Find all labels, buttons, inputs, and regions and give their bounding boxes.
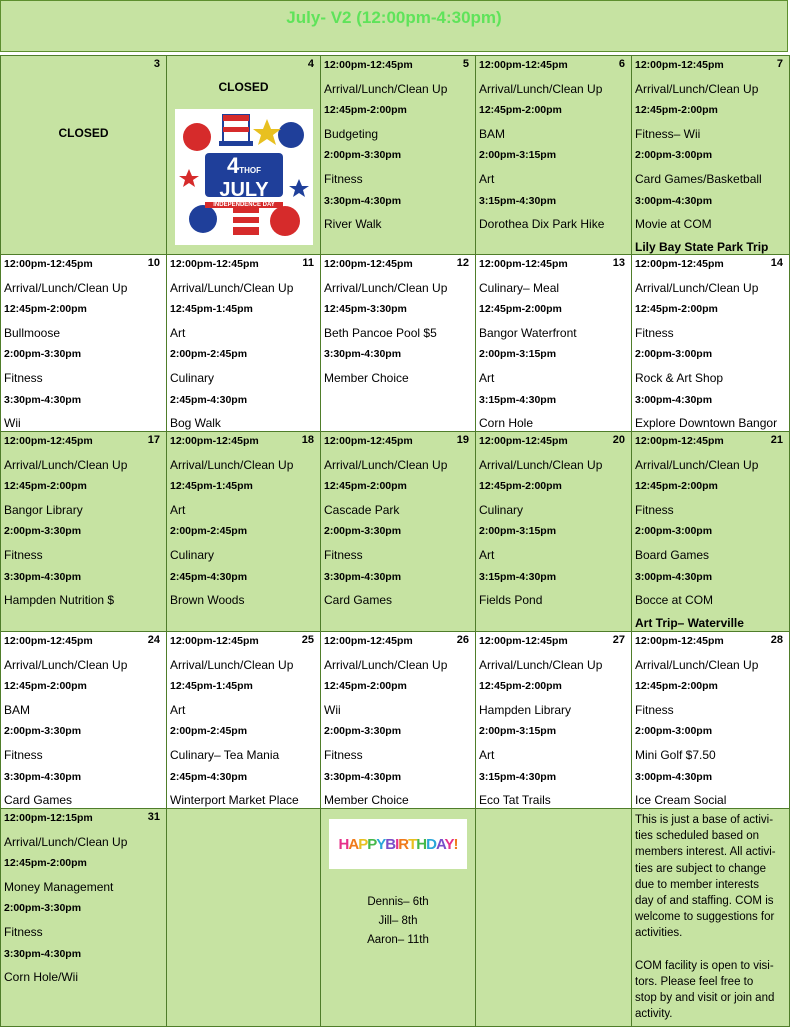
- activity-label: Arrival/Lunch/Clean Up: [170, 457, 294, 472]
- time-slot: 3:15pm-4:30pm: [479, 770, 557, 783]
- schedule-note: [635, 812, 785, 1022]
- time-slot: 2:00pm-3:15pm: [479, 525, 557, 538]
- activity-label: Arrival/Lunch/Clean Up: [635, 81, 759, 96]
- day-number: 12: [456, 257, 469, 269]
- time-slot: 12:00pm-12:45pm: [635, 258, 724, 270]
- time-slot: 2:45pm-4:30pm: [170, 393, 248, 406]
- time-slot: 2:00pm-3:30pm: [324, 149, 402, 162]
- time-slot: 12:00pm-12:45pm: [324, 635, 413, 647]
- july-num: 4: [226, 153, 240, 178]
- calendar-day-cell: [475, 808, 632, 1027]
- day-number: 20: [612, 434, 625, 446]
- time-slot: 12:00pm-12:45pm: [479, 435, 568, 447]
- independence-day-label: INDEPENDENCE DAY: [205, 202, 283, 208]
- activity-label: Arrival/Lunch/Clean Up: [4, 834, 128, 849]
- time-slot: 3:30pm-4:30pm: [324, 770, 402, 783]
- calendar-day-cell: [475, 631, 632, 809]
- activity-label: Dorothea Dix Park Hike: [479, 217, 605, 232]
- special-trip-label: Lily Bay State Park Trip: [635, 239, 769, 254]
- activity-label: Fitness: [324, 748, 363, 762]
- activity-label: Beth Pancoe Pool $5: [324, 325, 437, 340]
- calendar-day-cell: [0, 808, 167, 1027]
- calendar-day-cell: [631, 808, 790, 1027]
- activity-label: Arrival/Lunch/Clean Up: [479, 457, 603, 472]
- activity-label: Culinary: [170, 371, 215, 385]
- activity-label: Winterport Market Place: [170, 793, 299, 808]
- calendar-day-cell: [166, 254, 321, 432]
- time-slot: 12:45pm-2:00pm: [479, 480, 562, 493]
- time-slot: 3:30pm-4:30pm: [4, 770, 82, 783]
- activity-label: Arrival/Lunch/Clean Up: [479, 81, 603, 96]
- activity-label: Ice Cream Social: [635, 793, 727, 808]
- day-number: 28: [770, 634, 783, 646]
- activity-label: Art: [479, 748, 495, 762]
- time-slot: 2:00pm-3:00pm: [635, 725, 713, 738]
- activity-label: Arrival/Lunch/Clean Up: [635, 457, 759, 472]
- time-slot: 3:30pm-4:30pm: [324, 348, 402, 361]
- activity-label: Arrival/Lunch/Clean Up: [170, 280, 294, 295]
- activity-label: Eco Tat Trails: [479, 793, 551, 808]
- birthday-entry: Jill– 8th: [378, 915, 418, 927]
- activity-label: Corn Hole: [479, 416, 534, 431]
- activity-label: Culinary: [479, 502, 524, 517]
- day-number: 6: [618, 58, 625, 70]
- activity-label: Arrival/Lunch/Clean Up: [4, 280, 128, 295]
- time-slot: 3:15pm-4:30pm: [479, 570, 557, 583]
- time-slot: 12:45pm-2:00pm: [479, 680, 562, 693]
- time-slot: 12:45pm-2:00pm: [324, 480, 407, 493]
- time-slot: 3:30pm-4:30pm: [4, 570, 82, 583]
- time-slot: 2:00pm-3:30pm: [4, 902, 82, 915]
- time-slot: 12:45pm-2:00pm: [479, 104, 562, 117]
- activity-label: Member Choice: [324, 793, 409, 808]
- july-of: OF: [249, 166, 262, 175]
- activity-label: BAM: [4, 702, 31, 717]
- activity-label: Fitness: [635, 325, 674, 340]
- activity-label: Culinary– Meal: [479, 280, 560, 295]
- day-number: 26: [456, 634, 469, 646]
- note-line: tors. Please feel free to: [635, 975, 754, 988]
- time-slot: 12:45pm-2:00pm: [4, 480, 87, 493]
- time-slot: 12:45pm-1:45pm: [170, 680, 253, 693]
- activity-label: Arrival/Lunch/Clean Up: [4, 457, 128, 472]
- activity-label: Explore Downtown Bangor: [635, 416, 778, 431]
- birthday-list: [321, 893, 475, 950]
- note-line: activity.: [635, 1008, 673, 1021]
- calendar-title: July- V2 (12:00pm-4:30pm): [0, 0, 788, 52]
- time-slot: 12:00pm-12:45pm: [324, 258, 413, 270]
- activity-label: Arrival/Lunch/Clean Up: [4, 657, 128, 672]
- activity-label: Bullmoose: [4, 325, 61, 340]
- activity-label: Culinary– Tea Mania: [170, 748, 280, 762]
- time-slot: 2:00pm-3:00pm: [635, 525, 713, 538]
- closed-label: CLOSED: [58, 126, 109, 140]
- july-word: JULY: [219, 179, 269, 201]
- time-slot: 2:00pm-3:15pm: [479, 348, 557, 361]
- time-slot: 12:45pm-2:00pm: [4, 857, 87, 870]
- activity-label: River Walk: [324, 217, 382, 232]
- activity-label: Card Games/Basketball: [635, 172, 762, 186]
- day-number: 3: [153, 58, 160, 70]
- activity-label: Bangor Waterfront: [479, 325, 577, 340]
- time-slot: 12:00pm-12:45pm: [324, 435, 413, 447]
- activity-label: Fitness: [4, 748, 43, 762]
- time-slot: 3:30pm-4:30pm: [4, 947, 82, 960]
- activity-label: Art: [170, 325, 186, 340]
- calendar-day-cell: [166, 55, 321, 255]
- time-slot: 2:00pm-3:30pm: [324, 525, 402, 538]
- note-line: stop by and visit or join and: [635, 992, 775, 1005]
- activity-label: Card Games: [324, 593, 393, 608]
- time-slot: 12:00pm-12:45pm: [324, 59, 413, 71]
- day-number: 7: [776, 58, 783, 70]
- calendar-day-cell: [320, 808, 476, 1027]
- time-slot: 3:00pm-4:30pm: [635, 194, 713, 207]
- calendar-day-cell: [0, 431, 167, 632]
- activity-label: Movie at COM: [635, 217, 712, 232]
- activity-label: Corn Hole/Wii: [4, 970, 79, 985]
- activity-label: Arrival/Lunch/Clean Up: [324, 280, 448, 295]
- birthday-entry: Aaron– 11th: [367, 934, 429, 946]
- time-slot: 2:00pm-3:00pm: [635, 348, 713, 361]
- activity-label: Fitness: [4, 548, 43, 562]
- time-slot: 2:00pm-2:45pm: [170, 525, 248, 538]
- calendar-day-cell: [631, 431, 790, 632]
- activity-label: Fitness: [4, 925, 43, 939]
- time-slot: 3:30pm-4:30pm: [4, 393, 82, 406]
- time-slot: 3:00pm-4:30pm: [635, 570, 713, 583]
- activity-label: Cascade Park: [324, 502, 400, 517]
- calendar-day-cell: [0, 55, 167, 255]
- calendar-day-cell: [320, 631, 476, 809]
- note-line: This is just a base of activi-: [635, 814, 774, 826]
- time-slot: 3:30pm-4:30pm: [324, 194, 402, 207]
- time-slot: 3:15pm-4:30pm: [479, 393, 557, 406]
- time-slot: 2:00pm-2:45pm: [170, 725, 248, 738]
- activity-label: Art: [479, 172, 495, 186]
- closed-label: CLOSED: [218, 80, 269, 94]
- activity-label: Arrival/Lunch/Clean Up: [635, 657, 759, 672]
- day-number: 10: [147, 257, 160, 269]
- calendar-day-cell: [475, 55, 632, 255]
- activity-label: Wii: [4, 416, 21, 431]
- activity-label: Fitness– Wii: [635, 126, 701, 141]
- activity-label: Culinary: [170, 548, 215, 562]
- activity-label: Member Choice: [324, 371, 409, 385]
- day-number: 27: [612, 634, 625, 646]
- time-slot: 12:00pm-12:45pm: [479, 59, 568, 71]
- calendar-day-cell: [0, 254, 167, 432]
- activity-label: Arrival/Lunch/Clean Up: [324, 657, 448, 672]
- day-number: 14: [770, 257, 783, 269]
- activity-label: BAM: [479, 126, 506, 141]
- day-number: 18: [301, 434, 314, 446]
- time-slot: 12:45pm-2:00pm: [635, 104, 718, 117]
- calendar-day-cell: [631, 55, 790, 255]
- time-slot: 3:00pm-4:30pm: [635, 393, 713, 406]
- activity-label: Budgeting: [324, 126, 379, 141]
- day-number: 4: [307, 58, 314, 70]
- activity-label: Mini Golf $7.50: [635, 748, 716, 762]
- note-line: COM facility is open to visi-: [635, 959, 774, 972]
- activity-label: Fitness: [4, 371, 43, 385]
- time-slot: 3:15pm-4:30pm: [479, 194, 557, 207]
- time-slot: 12:00pm-12:45pm: [635, 435, 724, 447]
- july-th: TH: [239, 166, 250, 175]
- note-line: welcome to suggestions for: [635, 911, 775, 924]
- note-line: day of and staffing. COM is: [635, 895, 774, 908]
- activity-label: Fitness: [635, 702, 674, 717]
- time-slot: 12:45pm-2:00pm: [479, 303, 562, 316]
- activity-label: Hampden Nutrition $: [4, 593, 115, 608]
- time-slot: 2:00pm-3:30pm: [4, 725, 82, 738]
- fourth-of-july-graphic: [175, 109, 313, 245]
- time-slot: 12:45pm-2:00pm: [4, 680, 87, 693]
- activity-label: Brown Woods: [170, 593, 245, 608]
- time-slot: 12:45pm-2:00pm: [324, 680, 407, 693]
- time-slot: 12:00pm-12:45pm: [4, 258, 93, 270]
- calendar-day-cell: [475, 431, 632, 632]
- time-slot: 12:45pm-3:30pm: [324, 303, 407, 316]
- calendar-day-cell: [320, 254, 476, 432]
- note-line: ties scheduled based on: [635, 830, 760, 843]
- activity-label: Rock & Art Shop: [635, 371, 724, 385]
- time-slot: 2:45pm-4:30pm: [170, 570, 248, 583]
- activity-label: Fitness: [324, 172, 363, 186]
- day-number: 5: [462, 58, 469, 70]
- time-slot: 12:45pm-2:00pm: [4, 303, 87, 316]
- time-slot: 2:45pm-4:30pm: [170, 770, 248, 783]
- activity-label: Arrival/Lunch/Clean Up: [324, 81, 448, 96]
- time-slot: 12:00pm-12:45pm: [170, 435, 259, 447]
- time-slot: 12:00pm-12:45pm: [635, 59, 724, 71]
- calendar-day-cell: [166, 631, 321, 809]
- time-slot: 12:45pm-2:00pm: [324, 104, 407, 117]
- activity-label: Art: [479, 548, 495, 562]
- activity-label: Art: [170, 502, 186, 517]
- calendar-day-cell: [166, 808, 321, 1027]
- time-slot: 3:30pm-4:30pm: [324, 570, 402, 583]
- note-line: members interest. All activi-: [635, 846, 776, 859]
- note-spacer: [635, 942, 785, 958]
- time-slot: 2:00pm-3:00pm: [635, 149, 713, 162]
- calendar-day-cell: [0, 631, 167, 809]
- activity-label: Arrival/Lunch/Clean Up: [324, 457, 448, 472]
- time-slot: 2:00pm-3:30pm: [4, 348, 82, 361]
- day-number: 24: [147, 634, 160, 646]
- fourth-of-july-label: [205, 153, 283, 208]
- time-slot: 12:00pm-12:45pm: [479, 258, 568, 270]
- special-trip-label: Art Trip– Waterville: [635, 615, 744, 630]
- time-slot: 12:45pm-1:45pm: [170, 480, 253, 493]
- activity-label: Fields Pond: [479, 593, 543, 608]
- time-slot: 2:00pm-3:15pm: [479, 149, 557, 162]
- activity-label: Bangor Library: [4, 502, 83, 517]
- activity-label: Fitness: [635, 502, 674, 517]
- time-slot: 2:00pm-3:30pm: [324, 725, 402, 738]
- calendar-grid: [0, 55, 790, 1028]
- activity-label: Money Management: [4, 879, 114, 894]
- activity-label: Art: [170, 702, 186, 717]
- activity-label: Arrival/Lunch/Clean Up: [635, 280, 759, 295]
- activity-label: Arrival/Lunch/Clean Up: [479, 657, 603, 672]
- calendar-day-cell: [320, 55, 476, 255]
- time-slot: 12:00pm-12:15pm: [4, 812, 93, 824]
- happy-birthday-text: HAPPYBIRTHDAY!: [338, 835, 458, 853]
- activity-label: Bog Walk: [170, 416, 221, 431]
- day-number: 31: [147, 811, 160, 823]
- activity-label: Board Games: [635, 548, 710, 562]
- time-slot: 12:00pm-12:45pm: [170, 258, 259, 270]
- day-number: 25: [301, 634, 314, 646]
- note-line: activities.: [635, 927, 683, 940]
- calendar-day-cell: [631, 631, 790, 809]
- time-slot: 2:00pm-2:45pm: [170, 348, 248, 361]
- time-slot: 12:00pm-12:45pm: [4, 435, 93, 447]
- time-slot: 12:45pm-2:00pm: [635, 480, 718, 493]
- day-number: 19: [456, 434, 469, 446]
- activity-label: Hampden Library: [479, 702, 572, 717]
- day-number: 13: [612, 257, 625, 269]
- note-line: due to member interests: [635, 878, 760, 891]
- activity-label: Arrival/Lunch/Clean Up: [170, 657, 294, 672]
- time-slot: 12:45pm-1:45pm: [170, 303, 253, 316]
- time-slot: 2:00pm-3:30pm: [4, 525, 82, 538]
- birthday-entry: Dennis– 6th: [367, 896, 429, 908]
- activity-label: Wii: [324, 702, 341, 717]
- activity-label: Bocce at COM: [635, 593, 714, 608]
- calendar-day-cell: [320, 431, 476, 632]
- day-number: 11: [302, 257, 314, 269]
- day-number: 21: [770, 434, 783, 446]
- time-slot: 12:00pm-12:45pm: [4, 635, 93, 647]
- activity-label: Art: [479, 371, 495, 385]
- note-line: ties are subject to change: [635, 862, 767, 875]
- calendar-day-cell: [166, 431, 321, 632]
- day-number: 17: [147, 434, 160, 446]
- activity-label: Card Games: [4, 793, 73, 808]
- time-slot: 12:45pm-2:00pm: [635, 303, 718, 316]
- calendar-day-cell: [475, 254, 632, 432]
- time-slot: 12:45pm-2:00pm: [635, 680, 718, 693]
- time-slot: 12:00pm-12:45pm: [635, 635, 724, 647]
- calendar-day-cell: [631, 254, 790, 432]
- time-slot: 12:00pm-12:45pm: [170, 635, 259, 647]
- time-slot: 3:00pm-4:30pm: [635, 770, 713, 783]
- time-slot: 2:00pm-3:15pm: [479, 725, 557, 738]
- time-slot: 12:00pm-12:45pm: [479, 635, 568, 647]
- happy-birthday-banner: [329, 819, 467, 869]
- activity-label: Fitness: [324, 548, 363, 562]
